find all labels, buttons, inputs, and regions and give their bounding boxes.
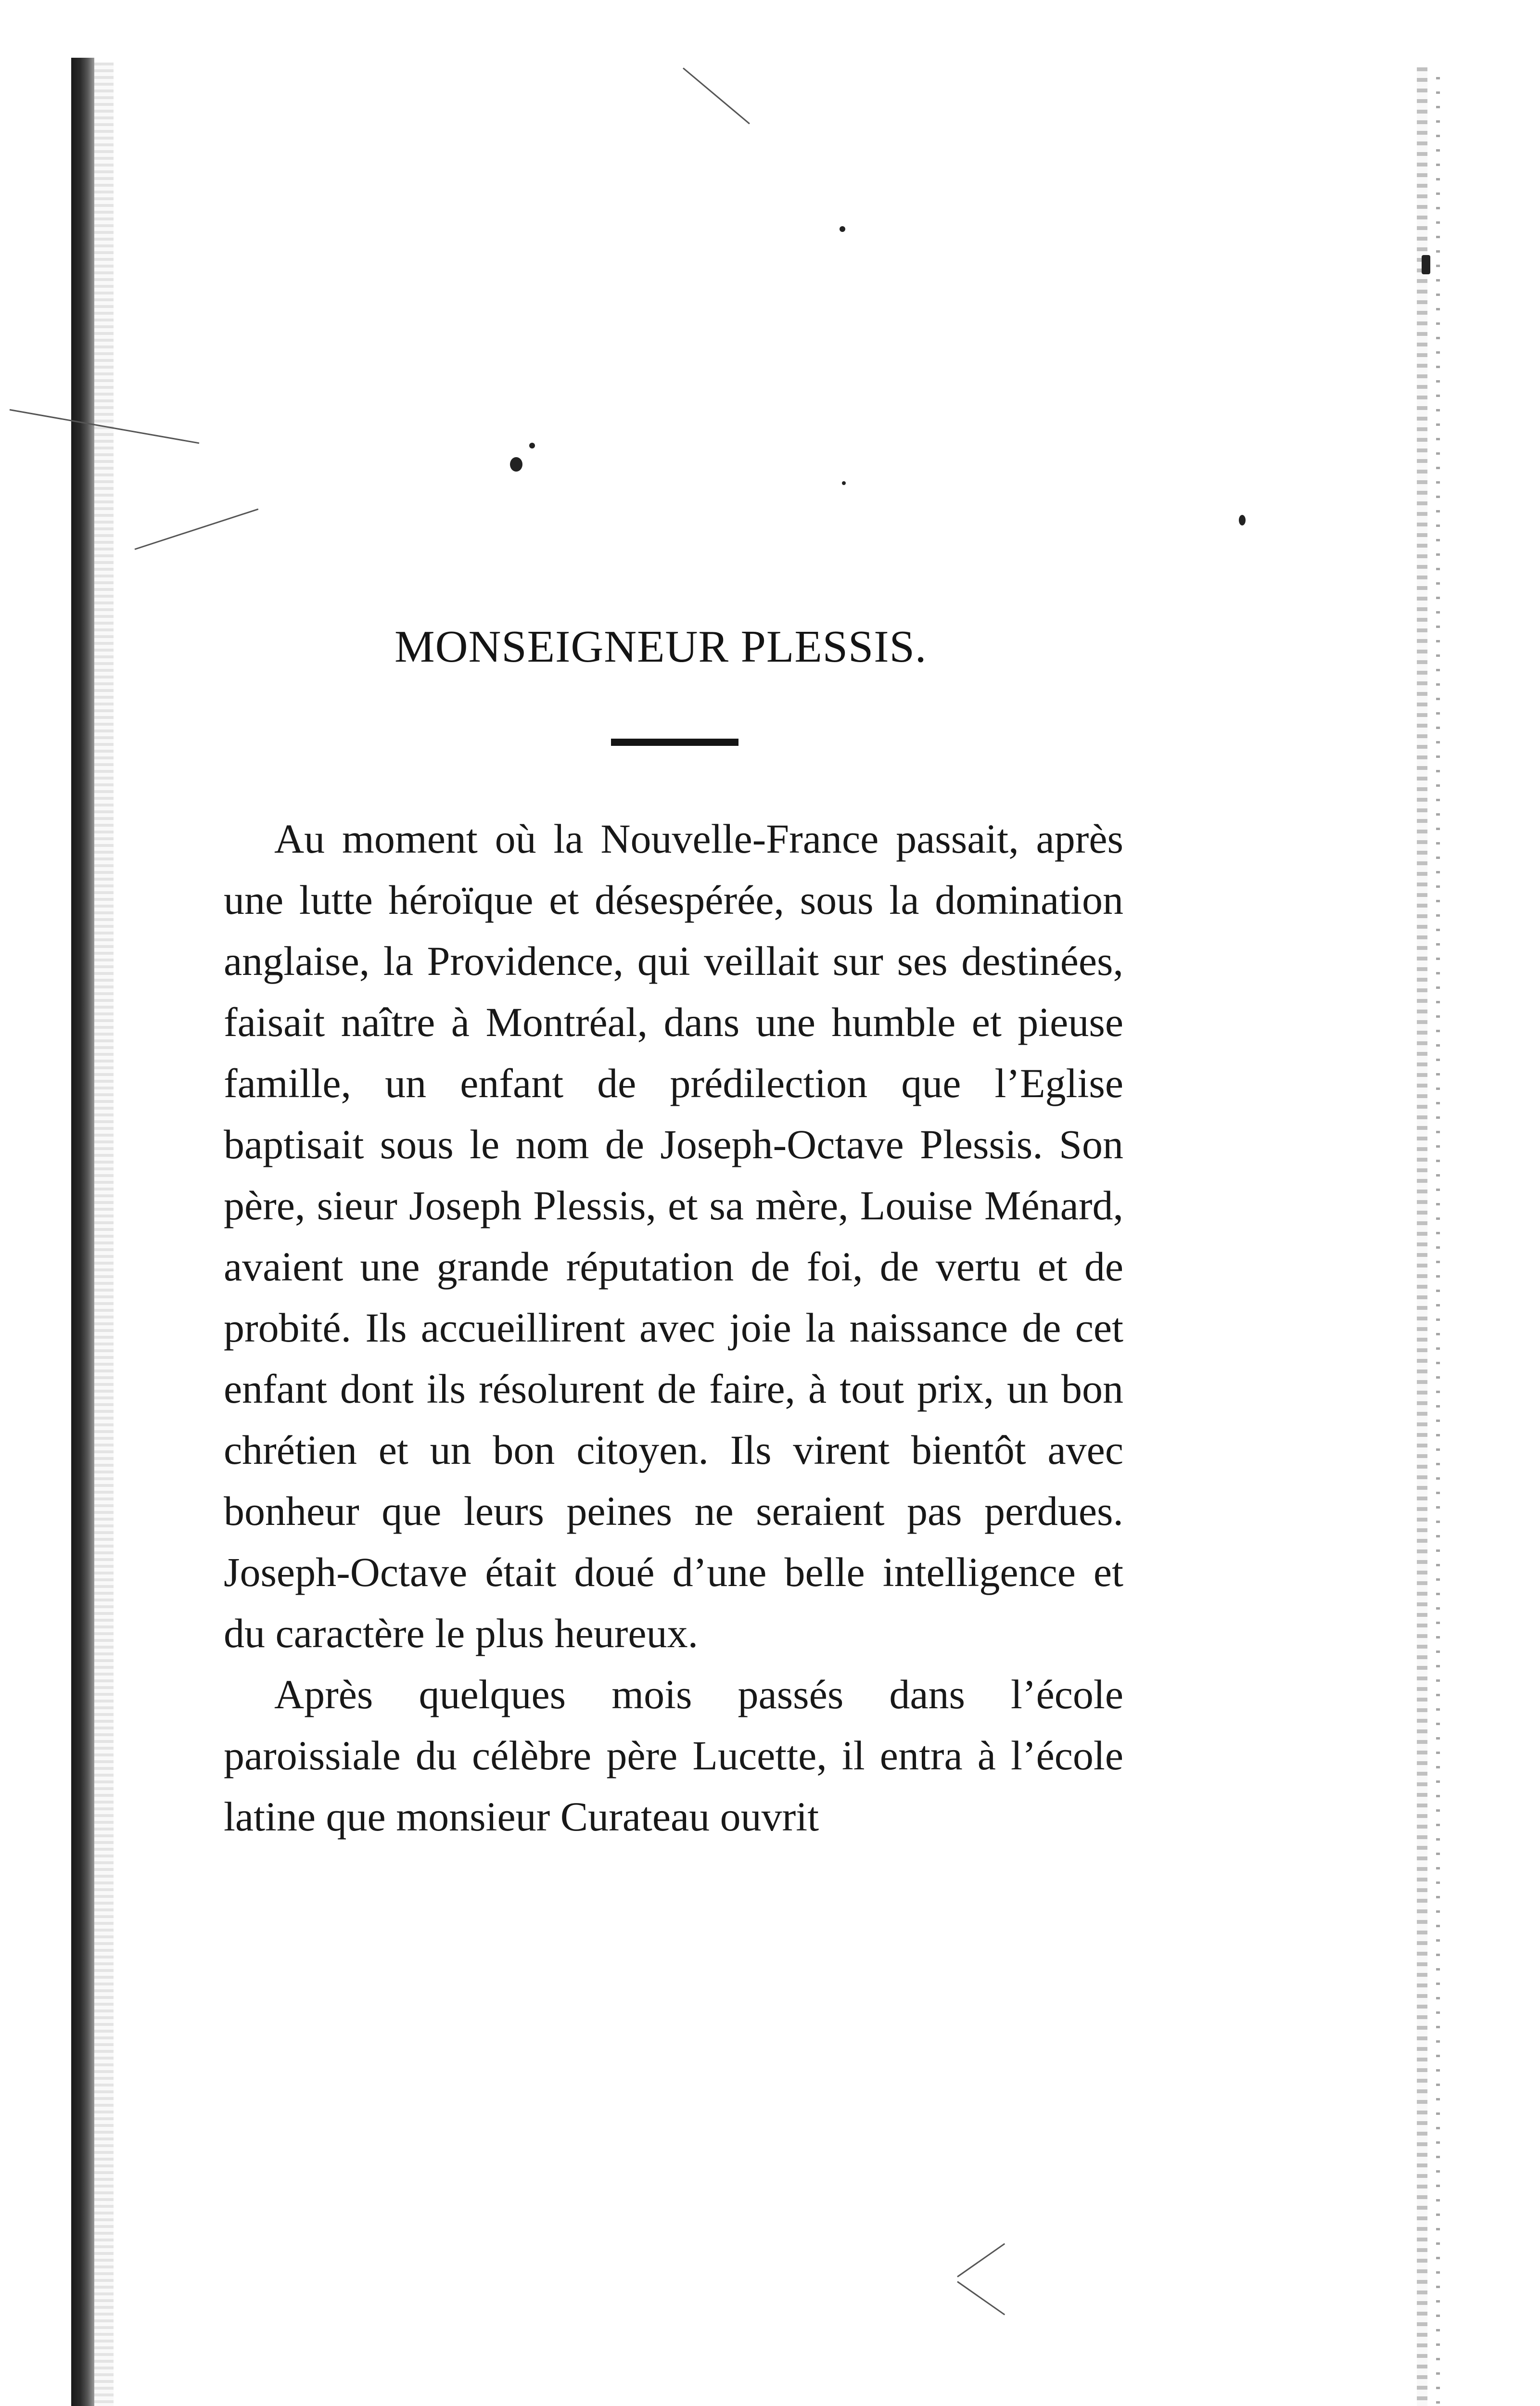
ink-speck (840, 226, 845, 232)
paragraph: Au moment où la Nouvelle-France passait, après une lutte héroïque et désespérée, sous la domination anglaise, la Providence, qui veillait sur ses destinées, faisait naître à Montréal, dans une humble et pieuse famille, un enfant de prédilection que l’Eglise baptisait sous le nom de Joseph-Octave Plessis. Son père, sieur Joseph Plessis, et sa mère, Louise Ménard, avaient une grande réputation de foi, de vertu et de probité. Ils accueillirent avec joie la naissance de cet enfant dont ils résolurent de faire, à tout prix, un bon chrétien et un bon citoyen. Ils virent bientôt avec bonheur que leurs peines ne seraient pas perdues. Joseph-Octave était doué d’une belle intelligence et du caractère le plus heureux. (224, 816, 1123, 1656)
ink-speck (510, 457, 522, 472)
page-title: MONSEIGNEUR PLESSIS. (395, 622, 927, 672)
page-binding-edge (71, 58, 94, 2406)
ink-speck (842, 481, 846, 485)
stray-pencil-mark (957, 2281, 1005, 2315)
ink-speck (529, 443, 535, 448)
right-page-edge-outer (1436, 77, 1440, 2406)
stray-pencil-mark (683, 67, 750, 124)
paragraph: Après quelques mois passés dans l’école paroissiale du célèbre père Lucette, il entra à l’école latine que monsieur Curateau ouvrit (224, 1671, 1123, 1840)
right-page-edge (1417, 67, 1427, 2406)
title-divider-rule (611, 739, 738, 746)
ink-speck (1239, 515, 1246, 525)
stray-pencil-mark (957, 2243, 1005, 2277)
binding-shadow (94, 63, 114, 2406)
stray-pencil-mark (135, 509, 259, 550)
body-text (224, 808, 1123, 1847)
ink-speck (1422, 255, 1430, 274)
